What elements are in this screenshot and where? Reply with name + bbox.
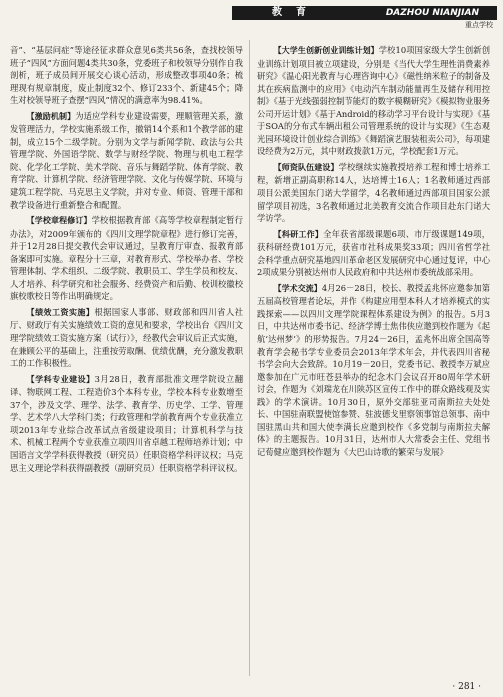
paragraph bbox=[10, 214, 243, 303]
paragraph bbox=[257, 228, 490, 279]
paragraph-text: 学校根据教育部《高等学校章程制定暂行办法》，对2009年颁布的《四川文理学院章程》进行修订完善，并于12月28日提交教代会审议通过，呈教育厅审查、报教育部备案即可实施。章程分十三章，对教育形式、学校举办者、学校管理体制、学术组织、二级学院、教职员工、学生学员和校友、人才培养、科学研究和社会服务、经费资产和后勤、校训校徽校旗校歌校日等作出明确规定。 bbox=[10, 215, 243, 302]
paragraph bbox=[257, 161, 490, 225]
paragraph bbox=[257, 282, 490, 459]
paragraph bbox=[10, 110, 243, 211]
section-tag: 【学校章程修订】 bbox=[26, 216, 92, 226]
right-column bbox=[257, 44, 490, 674]
column-divider bbox=[249, 40, 250, 676]
section-tag: 【激励机制】 bbox=[26, 111, 76, 121]
section-tag: 【学术交流】 bbox=[273, 283, 322, 293]
header-section: 重点学校 bbox=[465, 21, 493, 29]
header-journal-name: DAZHOU NIANJIAN bbox=[385, 8, 479, 18]
section-tag: 【师资队伍建设】 bbox=[273, 162, 339, 172]
header-band bbox=[232, 6, 497, 20]
paragraph bbox=[10, 306, 243, 370]
header-category: 教 育 bbox=[272, 7, 308, 18]
paragraph-text: 4月26－28日，校长、教授孟兆怀应邀参加第五届高校管理者论坛，并作《构建应用型本科人才培养模式的实践探索——以四川文理学院课程体系建设为例》的报告。5月3日，中共达州市委书记、经济学博士焦伟侠应邀到校作题为《起航‘达州梦’》的形势报告。7月24－26日，孟兆怀出席全国高等教育学会秘书学专业委员会2013年学术年会，并代表四川省秘书学会向大会致辞。10月19－20日，党委书记、教授李万斌应邀参加在广元市旺苍县举办的纪念木门会议召开80周年学术研讨会，作题为《刘瑞龙在川陕苏区宣传工作中的群众路线观及实践》的学术演讲。10月30日，原外交部驻亚司南斯拉夫处处长、中国驻南联盟使馆参赞、驻波德戈里察领事馆总领事、南中国驻黑山共和国大使李满长应邀到校作《多党制与南斯拉夫解体》的主题报告。10月31日，达州市人大常委会主任、党组书记荀健应邀到校作题为《大巴山诗歌的繁荣与发展》 bbox=[257, 282, 490, 457]
section-tag: 【大学生创新创业训练计划】 bbox=[273, 46, 379, 55]
paragraph-text: 全年获省部级课题6项、市厅级课题149项，获科研经费101万元，获省市社科成果奖33项；四川省哲学社会科学重点研究基地四川革命老区发展研究中心通过复评，中心2项成果分别被达州市人民政府和中共达州市委统战部采用。 bbox=[257, 228, 490, 278]
page-header bbox=[232, 6, 497, 28]
paragraph bbox=[10, 373, 243, 474]
paragraph-text: 学校10项国家级大学生创新创业训练计划项目被立项建设，分别是《当代大学生理性消费素养研究》《温心阳光教育与心理咨询中心》《磁性纳米粒子的制备及其在疾病监测中的应用》《电动汽车制动能量再生及储存利用控制》《基于光线强弱控制节能灯的数字模糊研究》《模拟物业服务公司开运计划》《基于Android的移动学习平台设计与实现》《基于SOA的分布式车辆出租公司管理系统的设计与实现》《生态观光园环境设计创业综合训练》《舞蹈演艺服装租卖公司》，每项建设经费为2万元，其中财政拨款1万元，学校配套1万元。 bbox=[257, 45, 490, 157]
paragraph-text: 音”、“基层问症”等途径征求群众意见6类共56条，查找校领导班子“四风”方面问题4类共30条，党委班子和校领导分别作自我剖析，班子成员间开展交心谈心活动，形成整改事项40条；梳理现有规章制度，废止制度32个、修订233个、新建45个；降生对校领导班子查摆“四风”情况的满意率为98.41%。 bbox=[10, 45, 243, 106]
paragraph bbox=[257, 44, 490, 158]
paragraph bbox=[10, 44, 243, 107]
paragraph-text: 为适应学科专业建设需要，理顺管理关系，激发管理活力，学校实施系级工作，撤销14个系和1个教学部的建制，成立15个二级学院。分别为文学与新闻学院、政法与公共管理学院、外国语学院、数学与财经学院、物理与机电工程学院、化学化工学院、美术学院、音乐与舞蹈学院、体育学院、教育学院、计算机学院、经济管理学院、文化与传媒学院、环境与建筑工程学院、马克思主义学院，并对专业、师资、管理干部和教学设备进行重新整合和配置。 bbox=[10, 110, 243, 210]
paragraph-text: 学校继续实施教授培养工程和博士培养工程，新增正副高职称14人，达培博士16人；1名教师通过西部项目公派美国东门诺大学留学，4名教师通过西部项目国家公派留学项目初选，3名教师通过北美教育交流合作项目赴东门诺大学访学。 bbox=[257, 161, 490, 224]
left-column bbox=[10, 44, 243, 674]
paragraph-text: 根据国家人事部、财政部和四川省人社厅、财政厅有关实施绩效工资的意见和要求，学校出台《四川文理学院绩效工资实施方案（试行）》，经教代会审议后正式实施，在兼顾公平的基础上，注重按劳取酬、优绩优酬，充分激发教职工的工作积极性。 bbox=[10, 306, 243, 369]
section-tag: 【学科专业建设】 bbox=[26, 374, 95, 384]
paragraph-text: 3月28日，教育部批准文理学院设立翻译、物联网工程、工程造价3个本科专业，学校本科专业数增至37个，涉及文学、理学、法学、教育学、历史学、工学、管理学、艺术学八大学科门类；行政管理和学前教育两个专业获准立项2013年专业综合改革试点省级建设项目；计算机科学与技术、机械工程两个专业获准立项四川省卓越工程师培养计划；中国语言文学学科获得教授（研究员）任职资格学科评议权；马克思主义理论学科获得副教授（副研究员）任职资格学科评议权。 bbox=[10, 373, 243, 473]
section-tag: 【科研工作】 bbox=[273, 229, 324, 239]
section-tag: 【绩效工资实施】 bbox=[26, 307, 95, 317]
page-number: · 281 · bbox=[452, 682, 481, 692]
